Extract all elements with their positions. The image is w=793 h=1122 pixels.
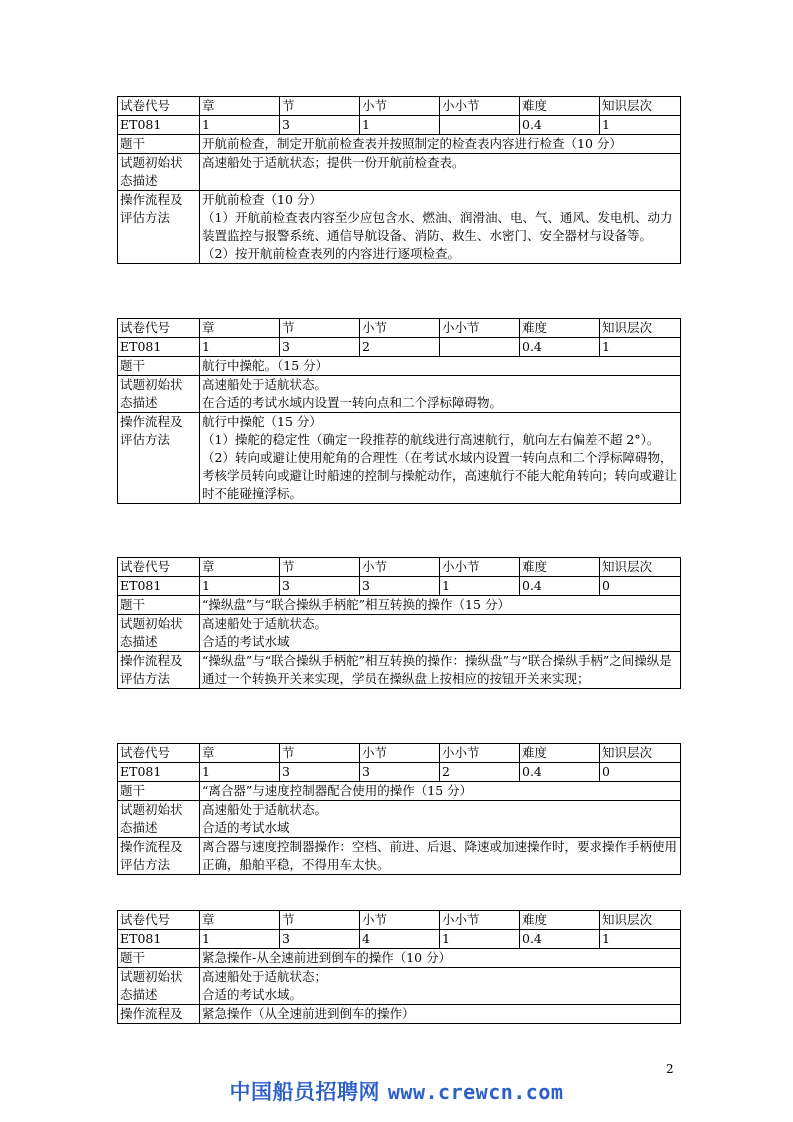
section-value: 3 <box>280 338 360 357</box>
procedure-line: （2）按开航前检查表列的内容进行逐项检查。 <box>202 246 460 261</box>
initial-state-row <box>118 376 681 413</box>
value-row <box>118 338 681 357</box>
initial-state-text <box>200 154 681 191</box>
question-table-2 <box>117 318 681 504</box>
header-paper-code: 试卷代号 <box>118 97 200 116</box>
difficulty-value: 0.4 <box>520 930 600 949</box>
procedure-line: 离合器与速度控制器操作：空档、前进、后退、降速或加速操作时，要求操作手柄使用正确，船舶平稳，不得用车太快。 <box>202 839 678 872</box>
procedure-label: 操作流程及 <box>118 1005 200 1024</box>
header-section: 节 <box>280 97 360 116</box>
difficulty-value: 0.4 <box>520 338 600 357</box>
procedure-line: （2）转向或避让使用舵角的合理性（在考试水域内设置一转向点和二个浮标障碍物，考核学员转向或避让时船速的控制与操舵动作，高速航行不能大舵角转向；转向或避让时不能碰撞浮标。 <box>202 450 678 501</box>
header-difficulty: 难度 <box>520 744 600 763</box>
state-line: 合适的考试水域。 <box>202 987 303 1002</box>
header-paper-code: 试卷代号 <box>118 911 200 930</box>
value-row <box>118 930 681 949</box>
question-table-5 <box>117 910 681 1024</box>
state-line: 高速船处于适航状态。 <box>202 616 328 631</box>
header-chapter: 章 <box>200 911 280 930</box>
initial-state-label: 试题初始状 态描述 <box>118 968 200 1005</box>
initial-state-text <box>200 968 681 1005</box>
procedure-text <box>200 413 681 504</box>
procedure-line: 航行中操舵（15 分） <box>202 414 322 429</box>
header-subsection: 小节 <box>360 97 440 116</box>
chapter-value: 1 <box>200 577 280 596</box>
state-line: 在合适的考试水域内设置一转向点和二个浮标障碍物。 <box>202 395 503 410</box>
initial-state-row <box>118 801 681 838</box>
header-subsubsection: 小小节 <box>440 319 520 338</box>
header-subsection: 小节 <box>360 744 440 763</box>
header-section: 节 <box>280 319 360 338</box>
header-section: 节 <box>280 558 360 577</box>
stem-row <box>118 782 681 801</box>
initial-state-text <box>200 801 681 838</box>
state-line: 高速船处于适航状态； <box>202 969 328 984</box>
header-knowledge-level: 知识层次 <box>600 97 681 116</box>
header-row <box>118 97 681 116</box>
stem-row <box>118 135 681 154</box>
stem-label: 题干 <box>118 135 200 154</box>
state-line: 合适的考试水域 <box>202 634 290 649</box>
subsection-value: 1 <box>360 116 440 135</box>
initial-state-row <box>118 154 681 191</box>
footer-watermark <box>0 1076 793 1106</box>
section-value: 3 <box>280 930 360 949</box>
stem-text: 紧急操作-从全速前进到倒车的操作（10 分） <box>200 949 681 968</box>
header-knowledge-level: 知识层次 <box>600 911 681 930</box>
stem-row <box>118 596 681 615</box>
subsection-value: 2 <box>360 338 440 357</box>
chapter-value: 1 <box>200 116 280 135</box>
initial-state-text <box>200 376 681 413</box>
section-value: 3 <box>280 763 360 782</box>
initial-state-text <box>200 615 681 652</box>
section-value: 3 <box>280 116 360 135</box>
chapter-value: 1 <box>200 930 280 949</box>
state-line: 高速船处于适航状态；提供一份开航前检查表。 <box>202 155 465 170</box>
value-row <box>118 577 681 596</box>
stem-text: 开航前检查，制定开航前检查表并按照制定的检查表内容进行检查（10 分） <box>200 135 681 154</box>
header-section: 节 <box>280 911 360 930</box>
procedure-row <box>118 1005 681 1024</box>
stem-label: 题干 <box>118 949 200 968</box>
procedure-row <box>118 191 681 264</box>
difficulty-value: 0.4 <box>520 763 600 782</box>
subsection-value: 3 <box>360 763 440 782</box>
header-chapter: 章 <box>200 97 280 116</box>
difficulty-value: 0.4 <box>520 577 600 596</box>
procedure-label: 操作流程及 评估方法 <box>118 191 200 264</box>
procedure-label: 操作流程及 评估方法 <box>118 413 200 504</box>
knowledge-level-value: 0 <box>600 577 681 596</box>
header-difficulty: 难度 <box>520 97 600 116</box>
procedure-line: （1）开航前检查表内容至少应包含水、燃油、润滑油、电、气、通风、发电机、动力装置监控与报警系统、通信导航设备、消防、救生、水密门、安全器材与设备等。 <box>202 210 673 243</box>
header-difficulty: 难度 <box>520 911 600 930</box>
procedure-line: （1）操舵的稳定性（确定一段推荐的航线进行高速航行，航向左右偏差不超 2°）。 <box>202 432 660 447</box>
stem-text: 航行中操舵。（15 分） <box>200 357 681 376</box>
knowledge-level-value: 1 <box>600 930 681 949</box>
header-subsection: 小节 <box>360 558 440 577</box>
header-section: 节 <box>280 744 360 763</box>
chapter-value: 1 <box>200 338 280 357</box>
question-table-3 <box>117 557 681 689</box>
paper-code: ET081 <box>118 116 200 135</box>
state-line: 合适的考试水域 <box>202 820 290 835</box>
header-subsubsection: 小小节 <box>440 911 520 930</box>
question-table-4 <box>117 743 681 875</box>
page-number: 2 <box>666 1062 674 1076</box>
value-row <box>118 116 681 135</box>
procedure-row <box>118 413 681 504</box>
subsubsection-value <box>440 338 520 357</box>
header-row <box>118 319 681 338</box>
difficulty-value: 0.4 <box>520 116 600 135</box>
paper-code: ET081 <box>118 930 200 949</box>
section-value: 3 <box>280 577 360 596</box>
subsubsection-value: 1 <box>440 930 520 949</box>
initial-state-label: 试题初始状 态描述 <box>118 376 200 413</box>
header-paper-code: 试卷代号 <box>118 558 200 577</box>
header-row <box>118 744 681 763</box>
header-difficulty: 难度 <box>520 319 600 338</box>
header-knowledge-level: 知识层次 <box>600 744 681 763</box>
subsection-value: 3 <box>360 577 440 596</box>
header-knowledge-level: 知识层次 <box>600 558 681 577</box>
procedure-text <box>200 652 681 689</box>
knowledge-level-value: 1 <box>600 338 681 357</box>
procedure-text <box>200 838 681 875</box>
procedure-row <box>118 838 681 875</box>
header-row <box>118 558 681 577</box>
question-table-1 <box>117 96 681 264</box>
header-paper-code: 试卷代号 <box>118 319 200 338</box>
subsubsection-value <box>440 116 520 135</box>
procedure-line: “操纵盘”与“联合操纵手柄舵”相互转换的操作：操纵盘”与“联合操纵手柄”之间操纵是通过一个转换开关来实现，学员在操纵盘上按相应的按钮开关来实现； <box>202 653 672 686</box>
chapter-value: 1 <box>200 763 280 782</box>
paper-code: ET081 <box>118 338 200 357</box>
procedure-line: 紧急操作（从全速前进到倒车的操作） <box>202 1006 415 1021</box>
header-subsection: 小节 <box>360 911 440 930</box>
header-paper-code: 试卷代号 <box>118 744 200 763</box>
footer-site-name: 中国船员招聘网 <box>229 1080 381 1104</box>
stem-text: “离合器”与速度控制器配合使用的操作（15 分） <box>200 782 681 801</box>
initial-state-row <box>118 968 681 1005</box>
header-chapter: 章 <box>200 558 280 577</box>
procedure-line: 开航前检查（10 分） <box>202 192 322 207</box>
stem-text: “操纵盘”与“联合操纵手柄舵”相互转换的操作（15 分） <box>200 596 681 615</box>
subsection-value: 4 <box>360 930 440 949</box>
footer-url[interactable]: www.crewcn.com <box>387 1080 564 1104</box>
header-difficulty: 难度 <box>520 558 600 577</box>
header-chapter: 章 <box>200 319 280 338</box>
stem-label: 题干 <box>118 596 200 615</box>
procedure-row <box>118 652 681 689</box>
paper-code: ET081 <box>118 763 200 782</box>
initial-state-label: 试题初始状 态描述 <box>118 154 200 191</box>
initial-state-row <box>118 615 681 652</box>
header-subsection: 小节 <box>360 319 440 338</box>
procedure-text <box>200 1005 681 1024</box>
header-subsubsection: 小小节 <box>440 558 520 577</box>
header-subsubsection: 小小节 <box>440 97 520 116</box>
subsubsection-value: 1 <box>440 577 520 596</box>
stem-label: 题干 <box>118 357 200 376</box>
procedure-text <box>200 191 681 264</box>
stem-row <box>118 949 681 968</box>
procedure-label: 操作流程及 评估方法 <box>118 838 200 875</box>
paper-code: ET081 <box>118 577 200 596</box>
header-knowledge-level: 知识层次 <box>600 319 681 338</box>
knowledge-level-value: 1 <box>600 116 681 135</box>
initial-state-label: 试题初始状 态描述 <box>118 801 200 838</box>
procedure-label: 操作流程及 评估方法 <box>118 652 200 689</box>
subsubsection-value: 2 <box>440 763 520 782</box>
header-row <box>118 911 681 930</box>
header-chapter: 章 <box>200 744 280 763</box>
stem-row <box>118 357 681 376</box>
knowledge-level-value: 0 <box>600 763 681 782</box>
state-line: 高速船处于适航状态。 <box>202 377 328 392</box>
initial-state-label: 试题初始状 态描述 <box>118 615 200 652</box>
state-line: 高速船处于适航状态。 <box>202 802 328 817</box>
value-row <box>118 763 681 782</box>
header-subsubsection: 小小节 <box>440 744 520 763</box>
stem-label: 题干 <box>118 782 200 801</box>
